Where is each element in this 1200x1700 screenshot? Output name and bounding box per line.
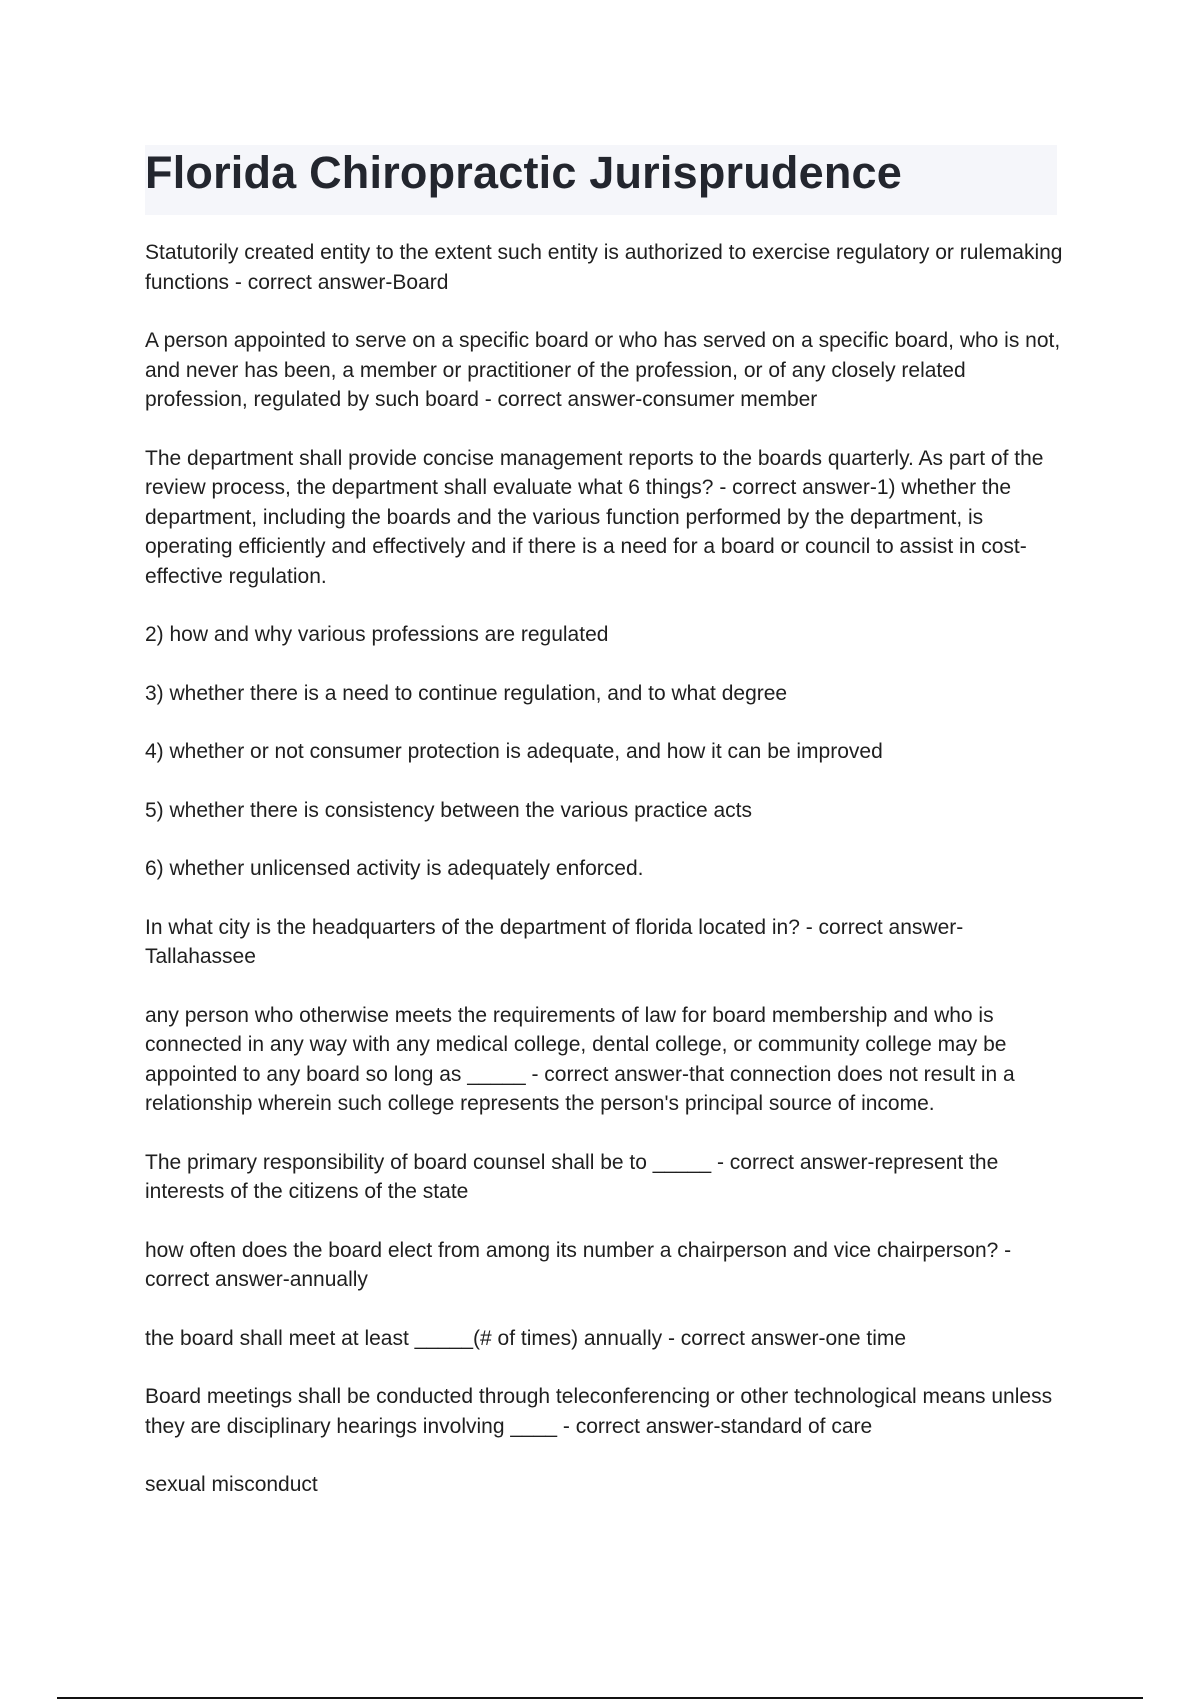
document-title: Florida Chiropractic Jurisprudence: [145, 147, 902, 198]
paragraph: The primary responsibility of board counsel shall be to _____ - correct answer-represent the interests of the citizens of the state: [145, 1150, 999, 1203]
paragraph: 4) whether or not consumer protection is adequate, and how it can be improved: [145, 740, 883, 763]
paragraph: A person appointed to serve on a specific board or who has served on a specific board, who is not, and never has been, a member or practitioner of the profession, or of any closely related profession, regulated by such board - correct answer-consumer member: [145, 329, 1061, 411]
paragraph: 3) whether there is a need to continue regulation, and to what degree: [145, 681, 788, 705]
paragraph: Board meetings shall be conducted through teleconferencing or other technological means unless they are disciplinary hearings involving ____ - correct answer-standard of care: [145, 1385, 1053, 1438]
page-bottom-divider: [57, 1697, 1143, 1699]
document-body: [145, 238, 1065, 1529]
paragraph: the board shall meet at least _____(# of times) annually - correct answer-one time: [145, 1326, 907, 1350]
paragraph: 5) whether there is consistency between the various practice acts: [145, 798, 752, 822]
paragraph: any person who otherwise meets the requirements of law for board membership and who is connected in any way with any medical college, dental college, or community college may be appointed to any board so long as _____ - correct answer-that connection does not result in a relationship wherein such college represents the person's principal source of income.: [145, 1003, 1015, 1115]
paragraph: 6) whether unlicensed activity is adequately enforced.: [145, 857, 644, 880]
paragraph: sexual misconduct: [145, 1473, 318, 1496]
paragraph: The department shall provide concise management reports to the boards quarterly. As part of the review process, the department shall evaluate what 6 things? - correct answer-1) whether the department, including the boards and the various function performed by the department, is operating efficiently and effectively and if there is a need for a board or council to assist in cost-effective regulation.: [145, 446, 1044, 588]
paragraph: Statutorily created entity to the extent such entity is authorized to exercise regulatory or rulemaking functions - correct answer-Board: [145, 241, 1063, 294]
paragraph: how often does the board elect from among its number a chairperson and vice chairperson? - correct answer-annually: [145, 1238, 1012, 1291]
paragraph: In what city is the headquarters of the department of florida located in? - correct answer-Tallahassee: [145, 915, 964, 968]
paragraph: 2) how and why various professions are regulated: [145, 623, 609, 646]
